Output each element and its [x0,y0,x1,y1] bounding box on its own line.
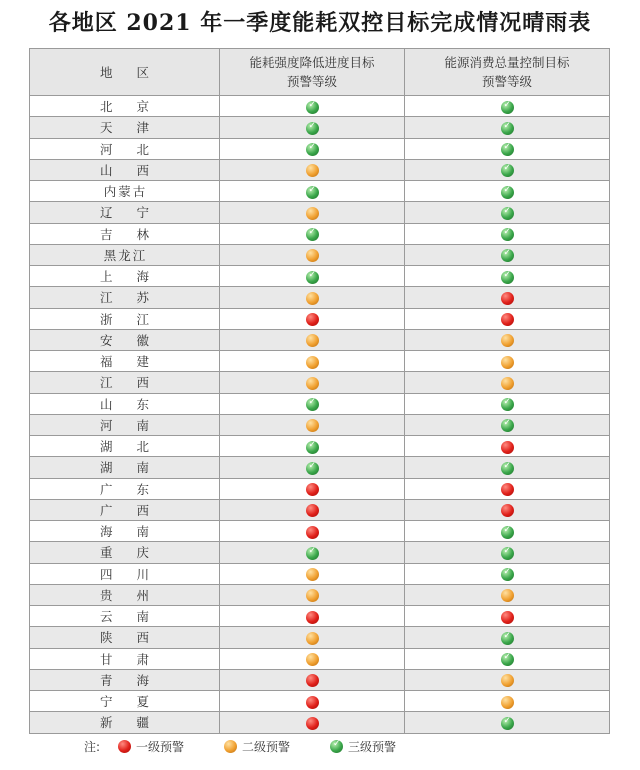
total-cell [405,563,610,584]
orange-warning-icon [306,292,319,305]
region-cell [30,563,220,584]
region-cell [30,202,220,223]
region-name: 山 西 [100,162,159,178]
table-row [30,308,610,329]
intensity-cell [220,542,405,563]
table-row [30,372,610,393]
table-row [30,627,610,648]
table-row [30,223,610,244]
region-name: 湖 南 [100,460,159,476]
intensity-cell [220,414,405,435]
total-cell [405,414,610,435]
orange-warning-icon [306,653,319,666]
intensity-cell [220,584,405,605]
table-row [30,499,610,520]
total-cell [405,244,610,265]
red-warning-icon [501,292,514,305]
orange-warning-icon [306,164,319,177]
region-name: 甘 肃 [100,651,159,667]
table-row [30,648,610,669]
total-cell [405,542,610,563]
red-warning-icon [306,526,319,539]
red-warning-icon [306,483,319,496]
orange-warning-icon [501,696,514,709]
intensity-cell [220,372,405,393]
total-cell [405,266,610,287]
region-name: 河 南 [100,417,159,433]
table-row [30,138,610,159]
intensity-cell [220,244,405,265]
red-warning-icon [501,441,514,454]
red-warning-icon [501,483,514,496]
region-cell [30,223,220,244]
table-row [30,117,610,138]
total-cell [405,287,610,308]
total-cell [405,478,610,499]
green-warning-icon [306,186,319,199]
orange-warning-icon [224,740,237,753]
total-cell [405,138,610,159]
table-row [30,478,610,499]
region-cell [30,478,220,499]
region-cell [30,499,220,520]
red-warning-icon [501,611,514,624]
table-row [30,563,610,584]
legend [0,736,640,758]
intensity-cell [220,329,405,350]
region-cell [30,648,220,669]
region-name: 广 西 [100,502,159,518]
red-warning-icon [306,696,319,709]
region-name: 辽 宁 [100,205,159,221]
green-warning-icon [501,228,514,241]
intensity-cell [220,96,405,117]
orange-warning-icon [306,568,319,581]
header-total-line1: 能源消费总量控制目标 [444,55,570,70]
region-cell [30,521,220,542]
region-name: 青 海 [100,672,159,688]
region-cell [30,329,220,350]
total-cell [405,648,610,669]
table-header-row [30,49,610,96]
red-warning-icon [306,674,319,687]
total-cell [405,96,610,117]
page-title: 各地区 2021 年一季度能耗双控目标完成情况晴雨表 [48,10,592,36]
intensity-cell [220,266,405,287]
intensity-cell [220,521,405,542]
header-total-line2: 预警等级 [481,74,532,89]
intensity-cell [220,606,405,627]
table-row [30,436,610,457]
region-name: 江 苏 [100,290,159,306]
table-row [30,96,610,117]
table-row [30,542,610,563]
region-name: 北 京 [100,99,159,115]
total-cell [405,627,610,648]
region-name: 湖 北 [100,439,159,455]
table-row [30,202,610,223]
green-warning-icon [306,441,319,454]
intensity-cell [220,627,405,648]
region-name: 福 建 [100,354,159,370]
intensity-cell [220,393,405,414]
intensity-cell [220,499,405,520]
green-warning-icon [306,462,319,475]
intensity-cell [220,138,405,159]
region-cell [30,287,220,308]
header-intensity [220,49,405,96]
region-cell [30,308,220,329]
intensity-cell [220,478,405,499]
red-warning-icon [306,611,319,624]
legend-orange: 二级预警 [224,738,290,755]
green-warning-icon [501,568,514,581]
warning-table [29,48,610,734]
orange-warning-icon [306,377,319,390]
total-cell [405,223,610,244]
intensity-cell [220,223,405,244]
table-row [30,244,610,265]
green-warning-icon [501,122,514,135]
green-warning-icon [501,207,514,220]
region-cell [30,627,220,648]
region-name: 浙 江 [100,311,159,327]
green-warning-icon [501,653,514,666]
red-warning-icon [501,504,514,517]
intensity-cell [220,202,405,223]
orange-warning-icon [501,589,514,602]
region-cell [30,266,220,287]
intensity-cell [220,117,405,138]
header-total [405,49,610,96]
red-warning-icon [501,313,514,326]
region-cell [30,712,220,733]
total-cell [405,329,610,350]
table-row [30,181,610,202]
orange-warning-icon [306,334,319,347]
total-cell [405,606,610,627]
orange-warning-icon [306,207,319,220]
table-row [30,159,610,180]
region-name: 广 东 [100,481,159,497]
region-name: 内蒙古 [103,184,148,200]
region-name: 安 徽 [100,332,159,348]
region-name: 重 庆 [100,545,159,561]
green-warning-icon [501,143,514,156]
green-warning-icon [306,122,319,135]
total-cell [405,117,610,138]
region-name: 上 海 [100,269,159,285]
header-intensity-line1: 能耗强度降低进度目标 [249,55,375,70]
region-name: 天 津 [100,120,159,136]
red-warning-icon [306,313,319,326]
table-row [30,712,610,733]
region-cell [30,181,220,202]
green-warning-icon [501,632,514,645]
region-cell [30,138,220,159]
legend-green: ✓ 三级预警 [330,738,396,755]
green-warning-icon [306,143,319,156]
intensity-cell [220,712,405,733]
total-cell [405,436,610,457]
orange-warning-icon [501,377,514,390]
region-cell [30,606,220,627]
intensity-cell [220,308,405,329]
region-cell [30,436,220,457]
region-cell [30,117,220,138]
green-warning-icon [501,164,514,177]
green-warning-icon [501,271,514,284]
region-cell [30,584,220,605]
intensity-cell [220,351,405,372]
table-row [30,606,610,627]
green-warning-icon [306,101,319,114]
intensity-cell [220,457,405,478]
region-name: 黑龙江 [103,247,148,263]
orange-warning-icon [501,674,514,687]
region-name: 河 北 [100,141,159,157]
region-name: 贵 州 [100,587,159,603]
region-cell [30,351,220,372]
region-cell [30,691,220,712]
region-name: 吉 林 [100,226,159,242]
region-cell [30,542,220,563]
table-row [30,329,610,350]
intensity-cell [220,181,405,202]
table-row [30,393,610,414]
region-name: 山 东 [100,396,159,412]
total-cell [405,393,610,414]
table-row [30,287,610,308]
green-warning-icon [306,398,319,411]
total-cell [405,202,610,223]
region-name: 云 南 [100,609,159,625]
green-warning-icon [306,547,319,560]
total-cell [405,712,610,733]
total-cell [405,308,610,329]
green-warning-icon [501,717,514,730]
orange-warning-icon [306,589,319,602]
orange-warning-icon [306,356,319,369]
table-row [30,414,610,435]
total-cell [405,691,610,712]
total-cell [405,669,610,690]
region-cell [30,96,220,117]
table-row [30,351,610,372]
green-warning-icon [501,398,514,411]
intensity-cell [220,691,405,712]
header-region: 地 区 [30,49,220,96]
intensity-cell [220,563,405,584]
intensity-cell [220,287,405,308]
total-cell [405,457,610,478]
green-warning-icon [501,186,514,199]
table-row [30,266,610,287]
green-warning-icon [501,249,514,262]
orange-warning-icon [501,334,514,347]
legend-note: 注: [84,740,101,754]
orange-warning-icon [306,419,319,432]
orange-warning-icon [501,356,514,369]
total-cell [405,584,610,605]
region-cell [30,457,220,478]
table-row [30,584,610,605]
intensity-cell [220,159,405,180]
red-warning-icon [306,504,319,517]
red-warning-icon [306,717,319,730]
table-row [30,521,610,542]
header-intensity-line2: 预警等级 [286,74,337,89]
region-cell [30,669,220,690]
total-cell [405,181,610,202]
orange-warning-icon [306,632,319,645]
region-cell [30,244,220,265]
total-cell [405,521,610,542]
region-cell [30,393,220,414]
legend-red: 一级预警 [118,738,184,755]
green-warning-icon [501,101,514,114]
region-name: 海 南 [100,524,159,540]
region-name: 宁 夏 [100,694,159,710]
region-name: 新 疆 [100,715,159,731]
green-warning-icon [306,271,319,284]
region-cell [30,372,220,393]
table-row [30,691,610,712]
intensity-cell [220,669,405,690]
total-cell [405,159,610,180]
green-warning-icon [501,526,514,539]
region-name: 江 西 [100,375,159,391]
region-cell [30,414,220,435]
red-warning-icon [118,740,131,753]
region-name: 四 川 [100,566,159,582]
region-name: 陕 西 [100,630,159,646]
intensity-cell [220,436,405,457]
green-warning-icon [306,228,319,241]
green-warning-icon [330,740,343,753]
green-warning-icon [501,547,514,560]
total-cell [405,499,610,520]
region-cell [30,159,220,180]
total-cell [405,351,610,372]
green-warning-icon [501,462,514,475]
orange-warning-icon [306,249,319,262]
total-cell [405,372,610,393]
table-row [30,669,610,690]
intensity-cell [220,648,405,669]
green-warning-icon [501,419,514,432]
table-row [30,457,610,478]
